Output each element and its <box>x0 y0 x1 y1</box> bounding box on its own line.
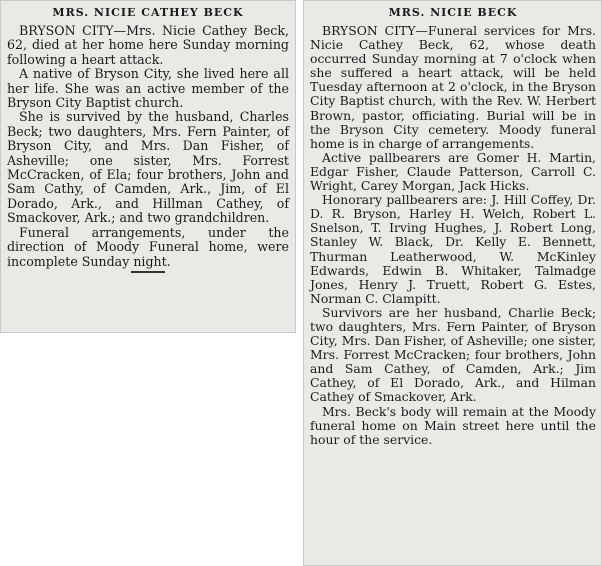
clipping-paragraph: Mrs. Beck's body will remain at the Moody funeral home on Main street here until the hour of the service. <box>310 403 596 447</box>
clipping-paragraph: Survivors are her husband, Charlie Beck; two daughters, Mrs. Fern Painter, of Bryson City, Mrs. Dan Fisher, of Asheville; one sister, Mrs. Forrest McCracken; four brothers, John and Sam Cathey, of Camden, Ark.; Jim Cathey, of El Dorado, Ark., and Hilman Cathey of Smackover, Ark. <box>310 304 596 405</box>
clipping-paragraph: A native of Bryson City, she lived here all her life. She was an active member of the Bryson City Baptist church. <box>7 66 289 111</box>
obituary-clipping-right <box>303 0 602 566</box>
clipping-paragraph: BRYSON CITY—Funeral services for Mrs. Nicie Cathey Beck, 62, whose death occurred Sunday morning at 7 o'clock when she suffered a heart attack, will be held Tuesday afternoon at 2 o'clock, in the Bryson City Baptist church, with the Rev. W. Herbert Brown, pastor, officiating. Burial will be in the Bryson City cemetery. Moody funeral home is in charge of arrangements. <box>310 23 596 151</box>
clipping-paragraph: BRYSON CITY—Mrs. Nicie Cathey Beck, 62, died at her home here Sunday morning following a heart attack. <box>7 23 289 67</box>
clipping-paragraph: Funeral arrangements, under the direction of Moody Funeral home, were incomplete Sunday night. <box>7 224 289 269</box>
clipping-headline: MRS. NICIE BECK <box>388 6 518 19</box>
clipping-paragraph: Active pallbearers are Gomer H. Martin, Edgar Fisher, Claude Patterson, Carroll C. Wright, Carey Morgan, Jack Hicks. <box>310 149 596 194</box>
clipping-paragraph: Honorary pallbearers are: J. Hill Coffey, Dr. D. R. Bryson, Harley H. Welch, Robert L. Snelson, T. Irving Hughes, J. Robert Long, Stanley W. Black, Dr. Kelly E. Bennett, Thurman Leatherwood, W. McKinley Edwards, Edwin B. Whitaker, Talmadge Jones, Henry J. Truett, Robert G. Estes, Norman C. Clampitt. <box>310 192 596 306</box>
obituary-clipping-left <box>0 0 296 333</box>
clipping-paragraph: She is survived by the husband, Charles Beck; two daughters, Mrs. Fern Painter, of Bryson City, and Mrs. Dan Fisher, of Asheville; one sister, Mrs. Forrest McCracken, of Ela; four brothers, John and Sam Cathy, of Camden, Ark., Jim, of El Dorado, Ark., and Hillman Cathey, of Smackover, Ark.; and two grandchildren. <box>7 109 289 226</box>
column-end-rule <box>131 271 165 273</box>
clipping-headline: MRS. NICIE CATHEY BECK <box>52 6 244 19</box>
